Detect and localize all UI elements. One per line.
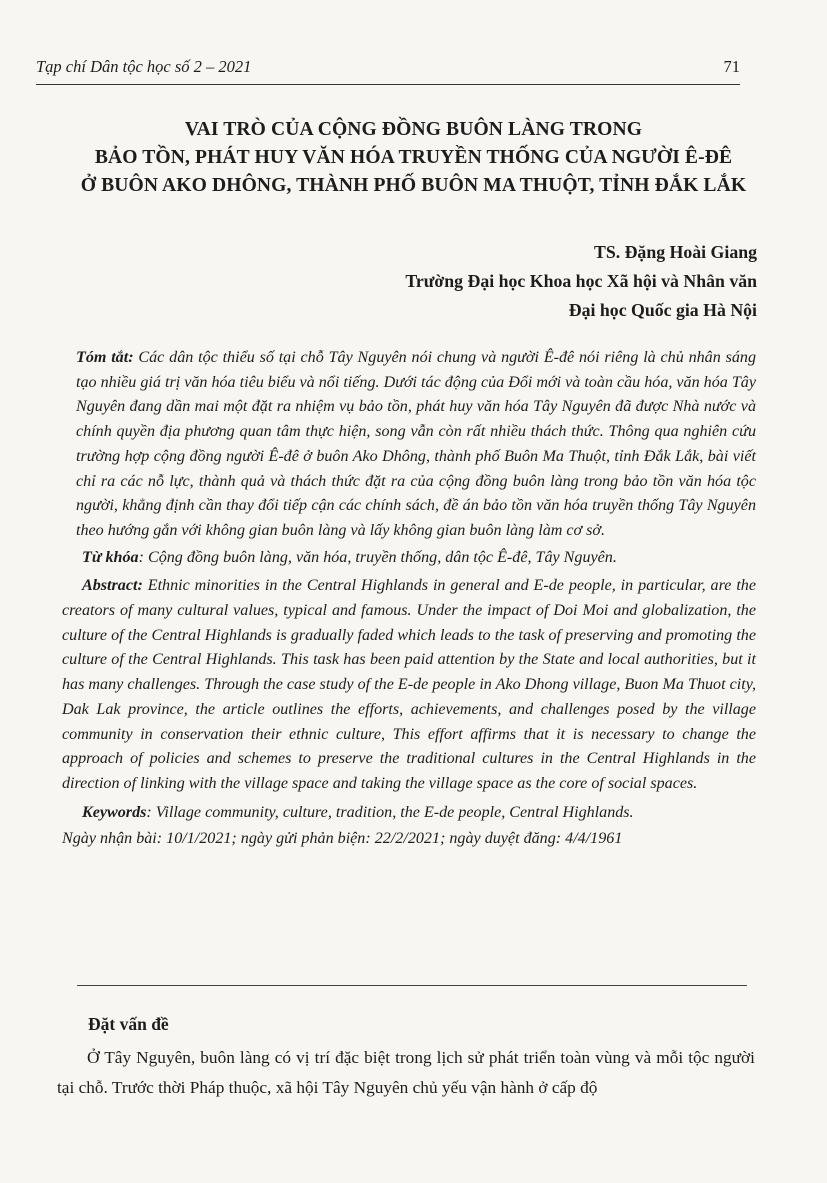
abstract-en-label: Abstract: (82, 577, 143, 595)
abstract-en (62, 574, 756, 796)
author-name: TS. Đặng Hoài Giang (593, 242, 757, 262)
body-paragraph: Ở Tây Nguyên, buôn làng có vị trí đặc biệt trong lịch sử phát triển toàn vùng và mỗi tộc người tại chỗ. Trước thời Pháp thuộc, xã hội Tây Nguyên chủ yếu vận hành ở cấp độ (57, 1048, 755, 1097)
author-block (405, 238, 757, 325)
abstract-vi (76, 346, 756, 544)
keywords-vi-label: Từ khóa (82, 548, 139, 566)
keywords-en (82, 801, 756, 826)
journal-name: Tạp chí Dân tộc học số 2 – 2021 (36, 57, 252, 76)
keywords-en-label: Keywords (82, 803, 147, 821)
title-line: VAI TRÒ CỦA CỘNG ĐỒNG BUÔN LÀNG TRONG (184, 119, 643, 140)
abstract-block (62, 346, 756, 852)
page-number: 71 (723, 57, 740, 76)
article-title (60, 116, 767, 200)
keywords-en-text: : Village community, culture, tradition, the E-de people, Central Highlands. (146, 803, 634, 821)
title-line: BẢO TỒN, PHÁT HUY VĂN HÓA TRUYỀN THỐNG CỦA NGƯỜI Ê-ĐÊ (94, 147, 733, 168)
keywords-vi (82, 546, 756, 571)
title-line: Ở BUÔN AKO DHÔNG, THÀNH PHỐ BUÔN MA THUỘT, TỈNH ĐẮK LẮK (80, 175, 747, 196)
abstract-vi-text: Các dân tộc thiểu số tại chỗ Tây Nguyên nói chung và người Ê-đê nói riêng là chủ nhân sáng tạo nhiều giá trị văn hóa tiêu biểu và nổi tiếng. Dưới tác động của Đổi mới và toàn cầu hóa, văn hóa Tây Nguyên đang dần mai một đặt ra nhiệm vụ bảo tồn, phát huy văn hóa Tây Nguyên đã được Nhà nước và chính quyền địa phương quan tâm thực hiện, song vẫn còn rất nhiều thách thức. Thông qua nghiên cứu trường hợp cộng đồng người Ê-đê ở buôn Ako Dhông, thành phố Buôn Ma Thuột, tỉnh Đắk Lắk, bài viết chỉ ra các nỗ lực, thành quả và thách thức đặt ra của cộng đồng buôn làng trong bảo tồn văn hóa tộc người, khẳng định cần thay đổi tiếp cận các chính sách, đề án bảo tồn văn hóa truyền thống Tây Nguyên theo hướng gắn với không gian buôn làng và lấy không gian buôn làng làm cơ sở. (76, 349, 756, 539)
author-affiliation: Trường Đại học Khoa học Xã hội và Nhân văn (405, 271, 757, 291)
author-university: Đại học Quốc gia Hà Nội (568, 300, 757, 320)
running-header (36, 57, 740, 77)
keywords-vi-text: : Cộng đồng buôn làng, văn hóa, truyền thống, dân tộc Ê-đê, Tây Nguyên. (138, 548, 617, 566)
abstract-vi-label: Tóm tắt: (76, 349, 134, 366)
section-heading: Đặt vấn đề (88, 1014, 169, 1034)
article-dates: Ngày nhận bài: 10/1/2021; ngày gửi phản biện: 22/2/2021; ngày duyệt đăng: 4/4/1961 (62, 830, 623, 848)
header-divider (36, 84, 740, 85)
abstract-en-text: Ethnic minorities in the Central Highlands in general and E-de people, in particular, are the creators of many cultural values, typical and famous. Under the impact of Doi Moi and globalization, the culture of the Central Highlands is gradually faded which leads to the task of preserving and promoting the culture of the Central Highlands. This task has been paid attention by the State and local authorities, but it has many challenges. Through the case study of the E-de people in Ako Dhong village, Buon Ma Thuot city, Dak Lak province, the article outlines the efforts, achievements, and challenges posed by the village community in conservation their ethnic culture, This effort affirms that it is necessary to change the approach of policies and schemes to preserve the traditional cultures in the Central Highlands in the direction of linking with the village space and taking the village space as the core of social spaces. (62, 577, 756, 792)
section-divider (77, 985, 747, 986)
